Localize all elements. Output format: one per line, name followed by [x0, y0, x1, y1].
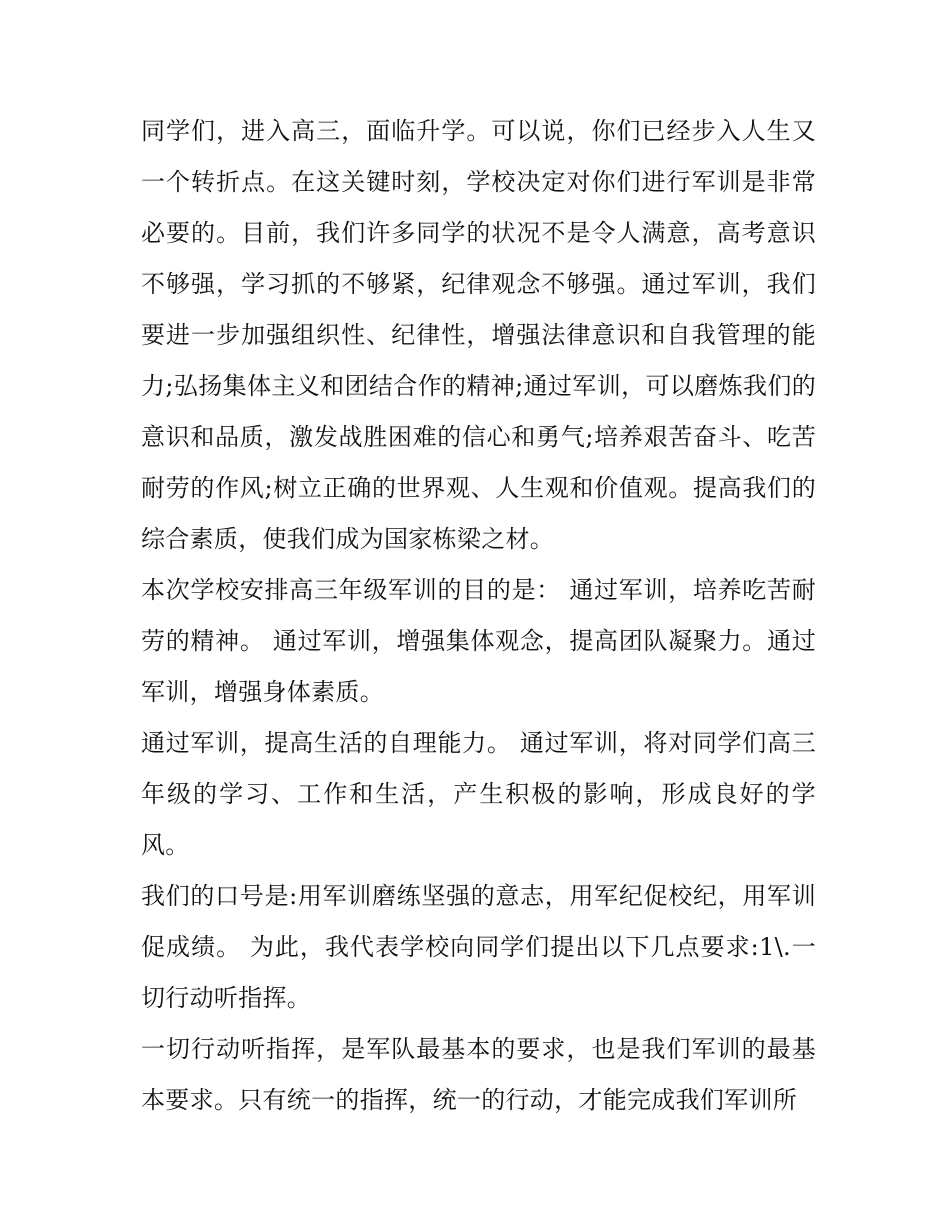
- paragraph-purpose-intro: 同学们，进入高三，面临升学。可以说，你们已经步入人生又一个转折点。在这关键时刻，学校决定对你们进行军训是非常必要的。目前，我们许多同学的状况不是令人满意，高考意识不够强，学习抓的不够紧，纪律观念不够强。通过军训，我们要进一步加强组织性、纪律性，增强法律意识和自我管理的能力;弘扬集体主义和团结合作的精神;通过军训，可以磨炼我们的意识和品质，激发战胜困难的信心和勇气;培养艰苦奋斗、吃苦耐劳的作风;树立正确的世界观、人生观和价值观。提高我们的综合素质，使我们成为国家栋梁之材。: [141, 117, 816, 553]
- paragraph-self-care: 通过军训，提高生活的自理能力。 通过军训，将对同学们高三年级的学习、工作和生活，产生积极的影响，形成良好的学风。: [141, 729, 816, 859]
- document-body: [141, 106, 816, 1126]
- paragraph-training-goals: 本次学校安排高三年级军训的目的是： 通过军训，培养吃苦耐劳的精神。 通过军训，增强集体观念，提高团队凝聚力。通过军训，增强身体素质。: [141, 576, 816, 706]
- paragraph-follow-command: 一切行动听指挥，是军队最基本的要求，也是我们军训的最基本要求。只有统一的指挥，统一的行动，才能完成我们军训所: [141, 1035, 816, 1114]
- paragraph-slogan: 我们的口号是:用军训磨练坚强的意志，用军纪促校纪，用军训促成绩。 为此，我代表学校向同学们提出以下几点要求:1\.一切行动听指挥。: [141, 882, 816, 1012]
